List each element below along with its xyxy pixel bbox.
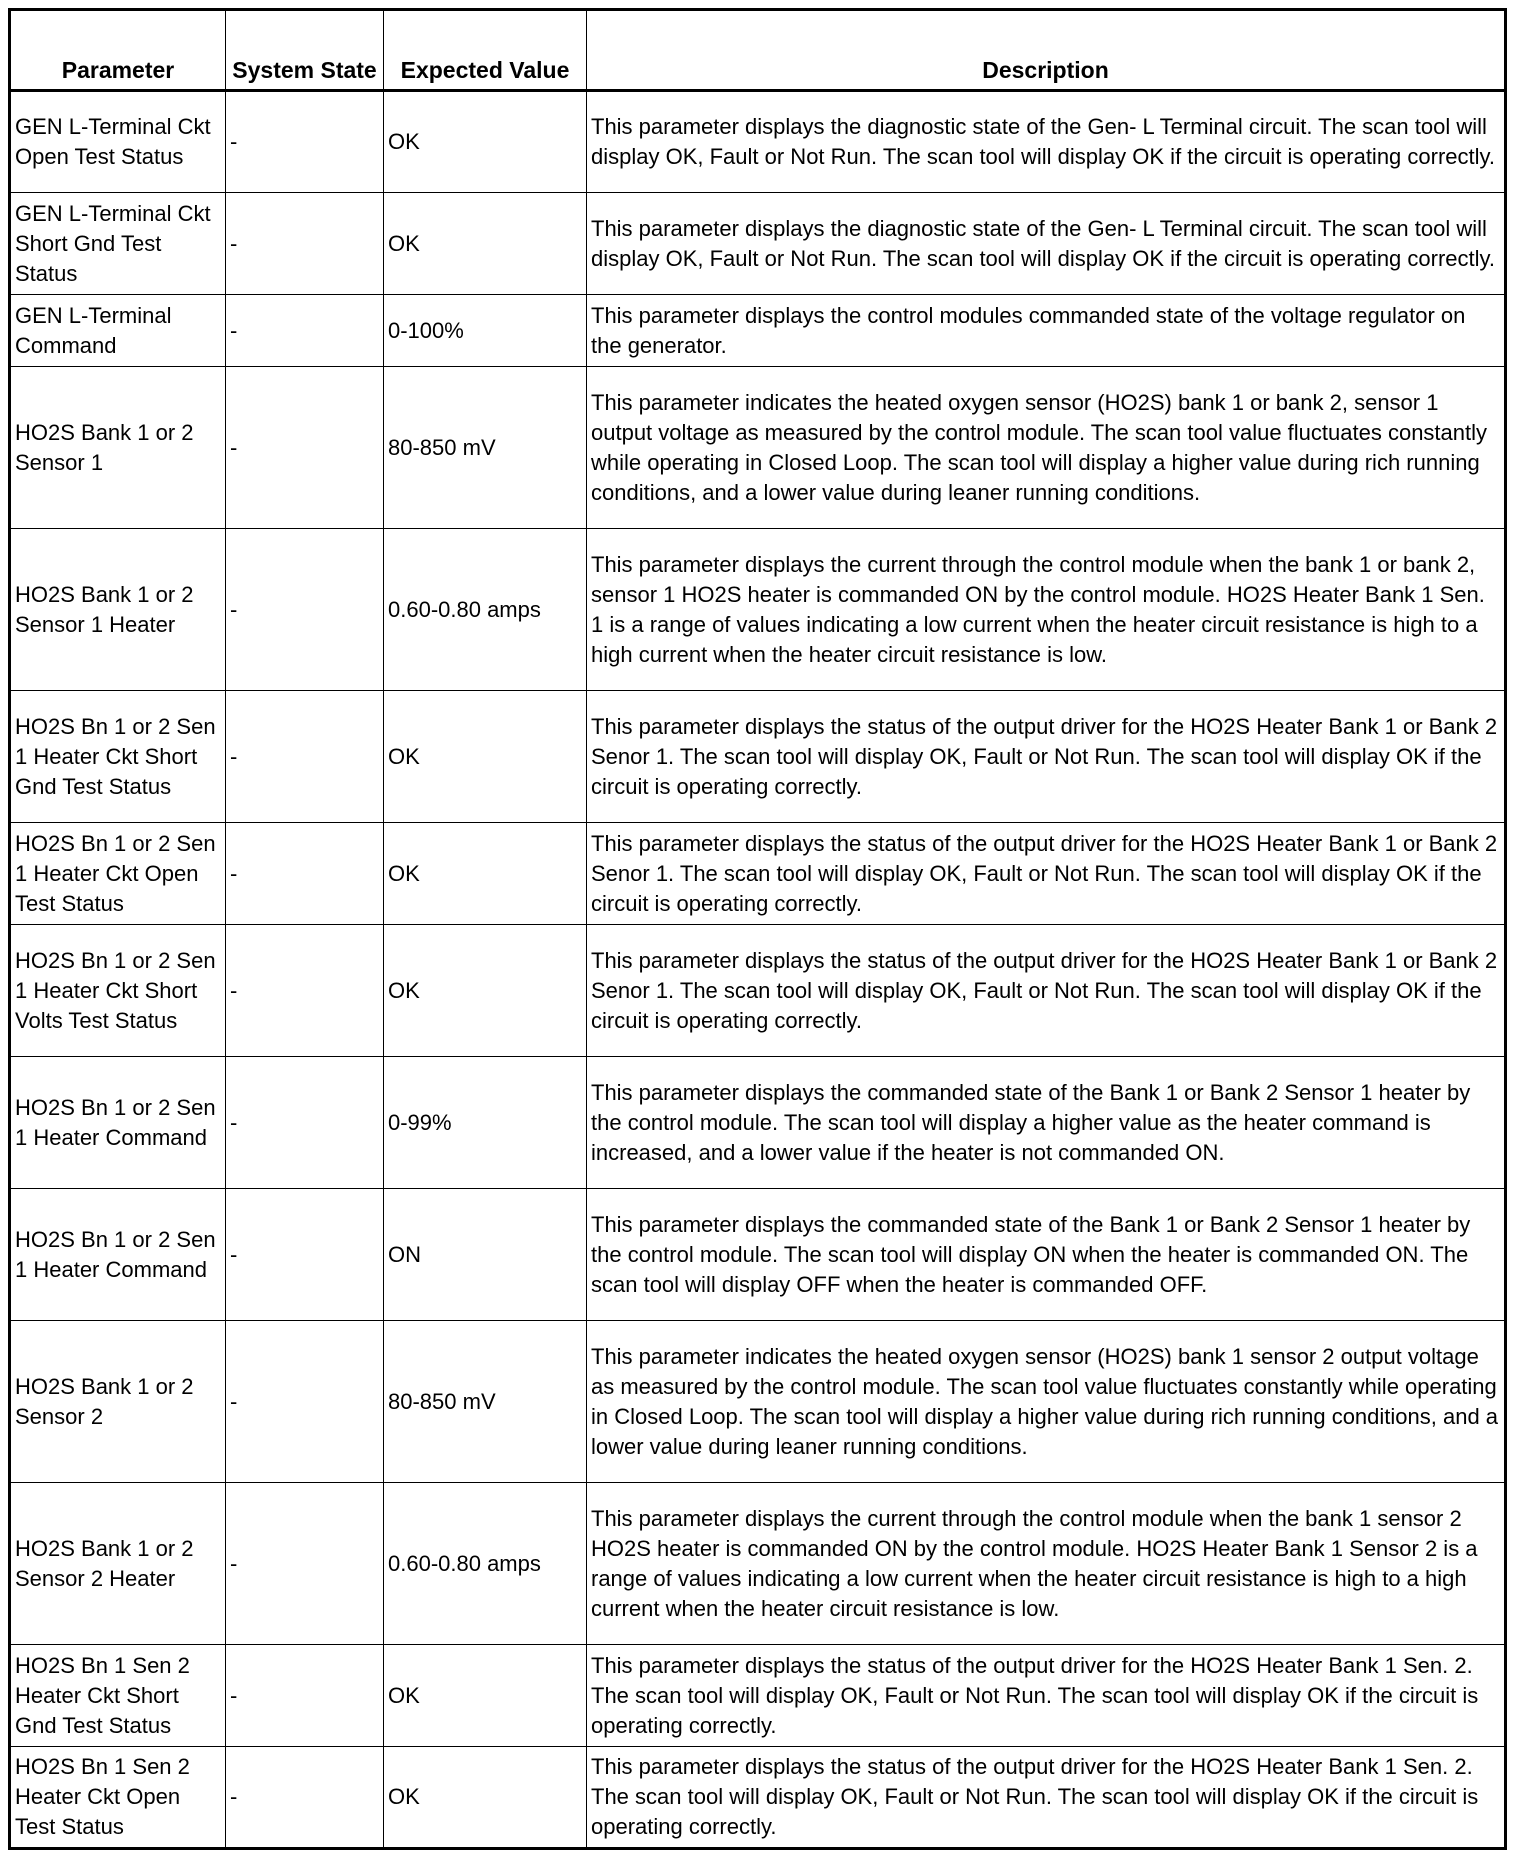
cell-parameter: HO2S Bn 1 or 2 Sen 1 Heater Command xyxy=(10,1189,226,1321)
cell-parameter: HO2S Bn 1 Sen 2 Heater Ckt Open Test Status xyxy=(10,1747,226,1849)
header-system-state: System State xyxy=(226,10,384,91)
table-row xyxy=(10,529,1506,691)
cell-expected-value: OK xyxy=(384,193,587,295)
table-row xyxy=(10,1747,1506,1849)
cell-expected-value: 0.60-0.80 amps xyxy=(384,1483,587,1645)
cell-expected-value: 0-99% xyxy=(384,1057,587,1189)
cell-system-state: - xyxy=(226,1057,384,1189)
cell-description: This parameter displays the diagnostic state of the Gen- L Terminal circuit. The scan tool will display OK, Fault or Not Run. The scan tool will display OK if the circuit is operating correctly. xyxy=(587,91,1506,193)
cell-system-state: - xyxy=(226,691,384,823)
table-row xyxy=(10,367,1506,529)
cell-parameter: HO2S Bank 1 or 2 Sensor 1 xyxy=(10,367,226,529)
cell-system-state: - xyxy=(226,295,384,367)
cell-parameter: HO2S Bn 1 or 2 Sen 1 Heater Command xyxy=(10,1057,226,1189)
table-row xyxy=(10,1321,1506,1483)
cell-system-state: - xyxy=(226,193,384,295)
cell-description: This parameter displays the status of the output driver for the HO2S Heater Bank 1 Sen. 2. The scan tool will display OK, Fault or Not Run. The scan tool will display OK if the circuit is operating correctly. xyxy=(587,1645,1506,1747)
header-parameter: Parameter xyxy=(10,10,226,91)
cell-description: This parameter displays the status of the output driver for the HO2S Heater Bank 1 or Bank 2 Senor 1. The scan tool will display OK, Fault or Not Run. The scan tool will display OK if the circuit is operating correctly. xyxy=(587,925,1506,1057)
cell-parameter: GEN L-Terminal Command xyxy=(10,295,226,367)
cell-expected-value: 80-850 mV xyxy=(384,1321,587,1483)
cell-parameter: HO2S Bn 1 Sen 2 Heater Ckt Short Gnd Test Status xyxy=(10,1645,226,1747)
cell-system-state: - xyxy=(226,1189,384,1321)
cell-system-state: - xyxy=(226,1747,384,1849)
table-row xyxy=(10,823,1506,925)
table-header-row xyxy=(10,10,1506,91)
cell-description: This parameter displays the current through the control module when the bank 1 sensor 2 HO2S heater is commanded ON by the control module. HO2S Heater Bank 1 Sensor 2 is a range of values indicating a low current when the heater circuit resistance is high to a high current when the heater circuit resistance is low. xyxy=(587,1483,1506,1645)
cell-system-state: - xyxy=(226,1645,384,1747)
cell-expected-value: OK xyxy=(384,91,587,193)
table-row xyxy=(10,1189,1506,1321)
cell-expected-value: 80-850 mV xyxy=(384,367,587,529)
cell-system-state: - xyxy=(226,367,384,529)
table-row xyxy=(10,1483,1506,1645)
cell-expected-value: ON xyxy=(384,1189,587,1321)
cell-expected-value: 0-100% xyxy=(384,295,587,367)
cell-system-state: - xyxy=(226,925,384,1057)
cell-parameter: GEN L-Terminal Ckt Open Test Status xyxy=(10,91,226,193)
cell-description: This parameter displays the status of the output driver for the HO2S Heater Bank 1 or Bank 2 Senor 1. The scan tool will display OK, Fault or Not Run. The scan tool will display OK if the circuit is operating correctly. xyxy=(587,823,1506,925)
cell-expected-value: OK xyxy=(384,691,587,823)
cell-parameter: HO2S Bn 1 or 2 Sen 1 Heater Ckt Short Gnd Test Status xyxy=(10,691,226,823)
cell-description: This parameter displays the current through the control module when the bank 1 or bank 2, sensor 1 HO2S heater is commanded ON by the control module. HO2S Heater Bank 1 Sen. 1 is a range of values indicating a low current when the heater circuit resistance is high to a high current when the heater circuit resistance is low. xyxy=(587,529,1506,691)
table-row xyxy=(10,295,1506,367)
document-page xyxy=(8,8,1504,1850)
cell-parameter: GEN L-Terminal Ckt Short Gnd Test Status xyxy=(10,193,226,295)
cell-parameter: HO2S Bank 1 or 2 Sensor 2 xyxy=(10,1321,226,1483)
cell-system-state: - xyxy=(226,823,384,925)
cell-system-state: - xyxy=(226,91,384,193)
table-row xyxy=(10,193,1506,295)
table-row xyxy=(10,91,1506,193)
cell-description: This parameter displays the status of the output driver for the HO2S Heater Bank 1 Sen. 2. The scan tool will display OK, Fault or Not Run. The scan tool will display OK if the circuit is operating correctly. xyxy=(587,1747,1506,1849)
cell-system-state: - xyxy=(226,1483,384,1645)
parameter-table xyxy=(8,8,1507,1850)
table-row xyxy=(10,691,1506,823)
cell-parameter: HO2S Bank 1 or 2 Sensor 2 Heater xyxy=(10,1483,226,1645)
cell-description: This parameter indicates the heated oxygen sensor (HO2S) bank 1 sensor 2 output voltage as measured by the control module. The scan tool value fluctuates constantly while operating in Closed Loop. The scan tool will display a higher value during rich running conditions, and a lower value during leaner running conditions. xyxy=(587,1321,1506,1483)
cell-parameter: HO2S Bn 1 or 2 Sen 1 Heater Ckt Open Test Status xyxy=(10,823,226,925)
cell-expected-value: OK xyxy=(384,823,587,925)
cell-description: This parameter displays the commanded state of the Bank 1 or Bank 2 Sensor 1 heater by the control module. The scan tool will display ON when the heater is commanded ON. The scan tool will display OFF when the heater is commanded OFF. xyxy=(587,1189,1506,1321)
cell-system-state: - xyxy=(226,1321,384,1483)
table-row xyxy=(10,925,1506,1057)
table-row xyxy=(10,1645,1506,1747)
cell-description: This parameter indicates the heated oxygen sensor (HO2S) bank 1 or bank 2, sensor 1 output voltage as measured by the control module. The scan tool value fluctuates constantly while operating in Closed Loop. The scan tool will display a higher value during rich running conditions, and a lower value during leaner running conditions. xyxy=(587,367,1506,529)
cell-expected-value: 0.60-0.80 amps xyxy=(384,529,587,691)
header-description: Description xyxy=(587,10,1506,91)
cell-description: This parameter displays the control modules commanded state of the voltage regulator on the generator. xyxy=(587,295,1506,367)
cell-parameter: HO2S Bank 1 or 2 Sensor 1 Heater xyxy=(10,529,226,691)
cell-description: This parameter displays the diagnostic state of the Gen- L Terminal circuit. The scan tool will display OK, Fault or Not Run. The scan tool will display OK if the circuit is operating correctly. xyxy=(587,193,1506,295)
table-row xyxy=(10,1057,1506,1189)
cell-expected-value: OK xyxy=(384,1747,587,1849)
cell-expected-value: OK xyxy=(384,1645,587,1747)
header-expected-value: Expected Value xyxy=(384,10,587,91)
cell-description: This parameter displays the commanded state of the Bank 1 or Bank 2 Sensor 1 heater by the control module. The scan tool will display a higher value as the heater command is increased, and a lower value if the heater is not commanded ON. xyxy=(587,1057,1506,1189)
cell-expected-value: OK xyxy=(384,925,587,1057)
cell-system-state: - xyxy=(226,529,384,691)
cell-description: This parameter displays the status of the output driver for the HO2S Heater Bank 1 or Bank 2 Senor 1. The scan tool will display OK, Fault or Not Run. The scan tool will display OK if the circuit is operating correctly. xyxy=(587,691,1506,823)
cell-parameter: HO2S Bn 1 or 2 Sen 1 Heater Ckt Short Volts Test Status xyxy=(10,925,226,1057)
